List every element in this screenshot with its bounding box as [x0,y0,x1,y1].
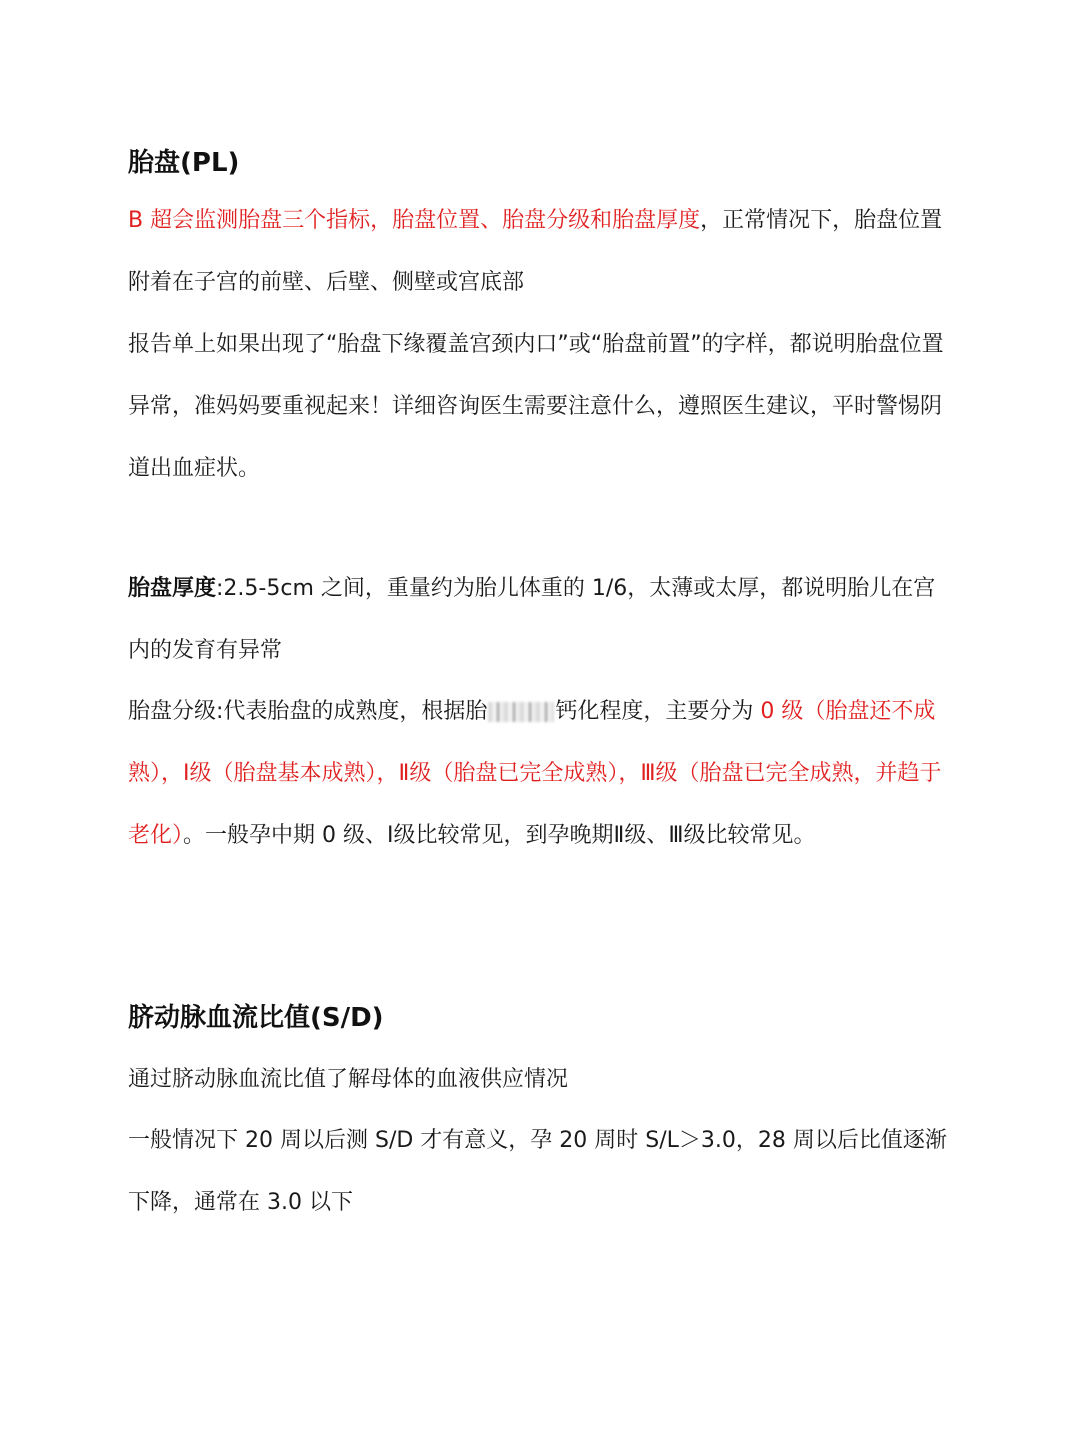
placenta-report-paragraph: 报告单上如果出现了“胎盘下缘覆盖宫颈内口”或“胎盘前置”的字样，都说明胎盘位置异常，准妈妈要重视起来！详细咨询医生需要注意什么，遵照医生建议，平时警惕阴道出血症状。 [128,332,944,481]
placenta-thickness-paragraph [128,558,948,682]
placenta-position-text: ，正常情况下，胎盘位置附着在子宫的前壁、后壁、侧壁或宫底部 [128,208,943,295]
umbilical-sd-paragraph: 一般情况下 20 周以后测 S/D 才有意义，孕 20 周时 S/L＞3.0，28 周以后比值逐渐下降，通常在 3.0 以下 [128,1128,947,1215]
section-title-umbilical-sd: 脐动脉血流比值(S/D) [128,1003,384,1033]
placenta-intro-paragraph [128,190,948,314]
placenta-thickness-label: 胎盘厚度 [128,576,217,601]
placenta-grade-paragraph [128,681,948,867]
placenta-thickness-text: :2.5-5cm 之间，重量约为胎儿体重的 1/6，太薄或太厚，都说明胎儿在宫内的发育有异常 [128,576,936,663]
placenta-grade-intro-cont: 钙化程度，主要分为 [555,699,754,724]
placenta-grade-intro: 胎盘分级:代表胎盘的成熟度，根据胎 [128,699,488,724]
placenta-indicators-highlight: B 超会监测胎盘三个指标，胎盘位置、胎盘分级和胎盘厚度 [128,208,701,233]
placenta-grade-levels-highlight: 0 级（胎盘还不成熟），Ⅰ级（胎盘基本成熟），Ⅱ级（胎盘已完全成熟），Ⅲ级（胎盘已完全成熟，并趋于老化） [128,699,942,848]
section-title-placenta: 胎盘(PL) [128,148,240,178]
blurred-text-mark [488,702,554,722]
umbilical-intro-paragraph: 通过脐动脉血流比值了解母体的血液供应情况 [128,1067,569,1092]
placenta-grade-common-text: 。一般孕中期 0 级、Ⅰ级比较常见，到孕晚期Ⅱ级、Ⅲ级比较常见。 [183,823,816,848]
